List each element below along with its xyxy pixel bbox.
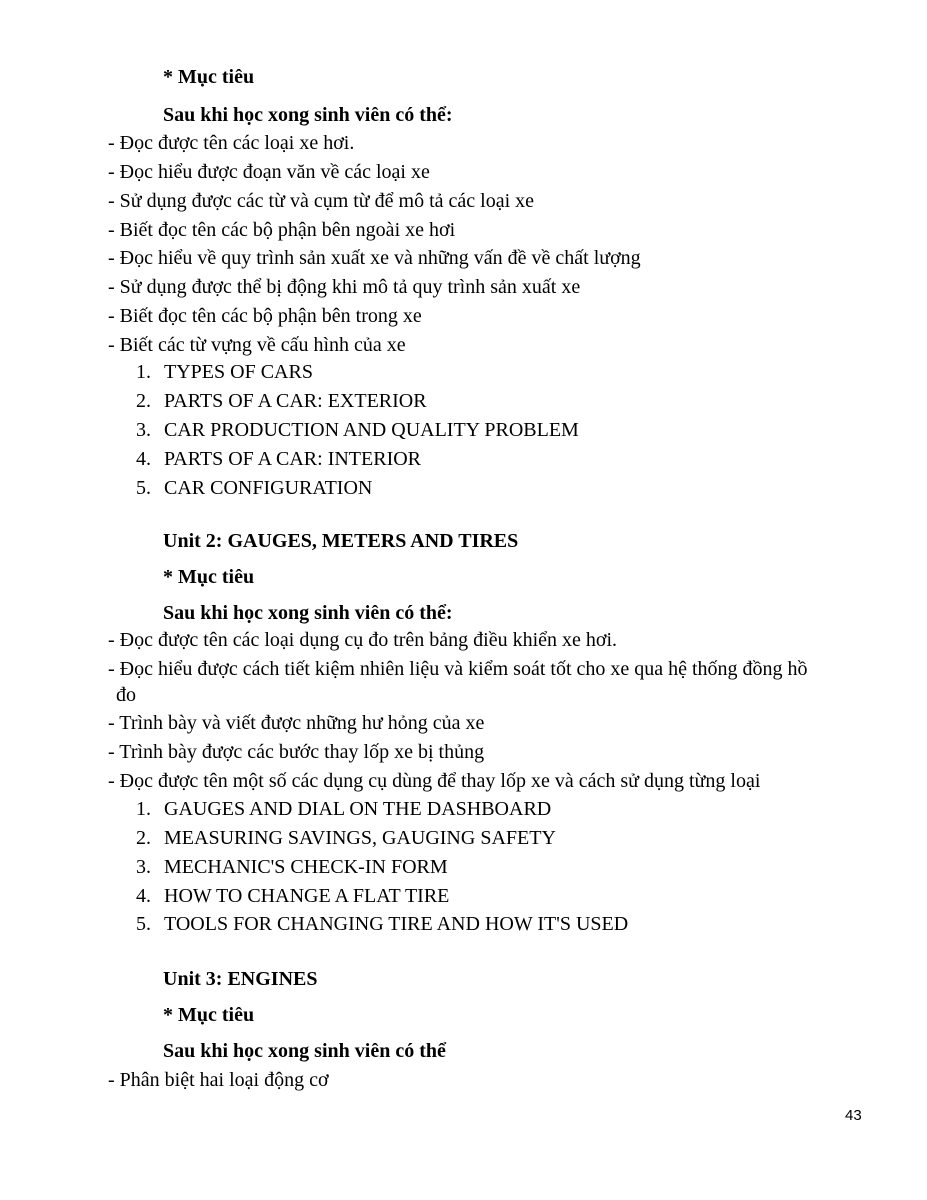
topic-number: 2. (136, 827, 151, 849)
topic-item (136, 884, 449, 908)
page-number: 43 (845, 1107, 862, 1124)
objective-intro: Sau khi học xong sinh viên có thể: (163, 104, 453, 126)
objective-heading: * Mục tiêu (163, 66, 255, 88)
objective-heading: * Mục tiêu (163, 566, 255, 588)
objective-heading: * Mục tiêu (163, 1004, 255, 1026)
topic-item (136, 826, 556, 850)
objective-bullet: - Trình bày được các bước thay lốp xe bị thủng (108, 741, 485, 763)
topic-number: 4. (136, 885, 151, 907)
topic-item (136, 855, 448, 879)
unit-title: Unit 2: GAUGES, METERS AND TIRES (163, 530, 519, 552)
objective-intro: Sau khi học xong sinh viên có thể (163, 1040, 446, 1062)
topic-text: MEASURING SAVINGS, GAUGING SAFETY (164, 827, 556, 849)
topic-item (136, 389, 427, 413)
topic-number: 1. (136, 361, 151, 383)
objective-bullet: - Đọc hiểu về quy trình sản xuất xe và những vấn đề về chất lượng (108, 247, 641, 269)
topic-number: 1. (136, 798, 151, 820)
topic-text: TOOLS FOR CHANGING TIRE AND HOW IT'S USED (164, 913, 629, 935)
topic-number: 3. (136, 856, 151, 878)
objective-bullet: - Phân biệt hai loại động cơ (108, 1069, 329, 1091)
topic-text: TYPES OF CARS (164, 361, 313, 383)
objective-bullet: - Sử dụng được thể bị động khi mô tả quy trình sản xuất xe (108, 276, 581, 298)
bullet-line: - Đọc hiểu được cách tiết kiệm nhiên liệu và kiểm soát tốt cho xe qua hệ thống đồng hồ (108, 658, 808, 680)
topic-text: HOW TO CHANGE A FLAT TIRE (164, 885, 450, 907)
bullet-line-continuation: đo (116, 684, 136, 706)
objective-bullet: - Biết đọc tên các bộ phận bên trong xe (108, 305, 422, 327)
topic-text: CAR PRODUCTION AND QUALITY PROBLEM (164, 419, 579, 441)
objective-bullet: - Trình bày và viết được những hư hỏng của xe (108, 712, 485, 734)
topic-item (136, 476, 372, 500)
topic-item (136, 360, 313, 384)
objective-intro: Sau khi học xong sinh viên có thể: (163, 602, 453, 624)
objective-bullet: - Đọc được tên một số các dụng cụ dùng để thay lốp xe và cách sử dụng từng loại (108, 770, 761, 792)
objective-bullet (108, 657, 868, 707)
topic-number: 3. (136, 419, 151, 441)
objective-bullet: - Biết các từ vựng về cấu hình của xe (108, 334, 406, 356)
topic-text: MECHANIC'S CHECK-IN FORM (164, 856, 448, 878)
topic-number: 2. (136, 390, 151, 412)
objective-bullet: - Đọc hiểu được đoạn văn về các loại xe (108, 161, 430, 183)
topic-text: GAUGES AND DIAL ON THE DASHBOARD (164, 798, 552, 820)
topic-text: PARTS OF A CAR: INTERIOR (164, 448, 422, 470)
topic-item (136, 797, 551, 821)
topic-number: 5. (136, 913, 151, 935)
objective-bullet: - Biết đọc tên các bộ phận bên ngoài xe hơi (108, 219, 456, 241)
topic-item (136, 418, 579, 442)
topic-text: PARTS OF A CAR: EXTERIOR (164, 390, 427, 412)
topic-item (136, 447, 421, 471)
topic-text: CAR CONFIGURATION (164, 477, 373, 499)
unit-title: Unit 3: ENGINES (163, 968, 318, 990)
objective-bullet: - Đọc được tên các loại xe hơi. (108, 132, 355, 154)
objective-bullet: - Sử dụng được các từ và cụm từ để mô tả các loại xe (108, 190, 535, 212)
topic-number: 5. (136, 477, 151, 499)
objective-bullet: - Đọc được tên các loại dụng cụ đo trên bảng điều khiển xe hơi. (108, 629, 618, 651)
topic-number: 4. (136, 448, 151, 470)
topic-item (136, 912, 628, 936)
